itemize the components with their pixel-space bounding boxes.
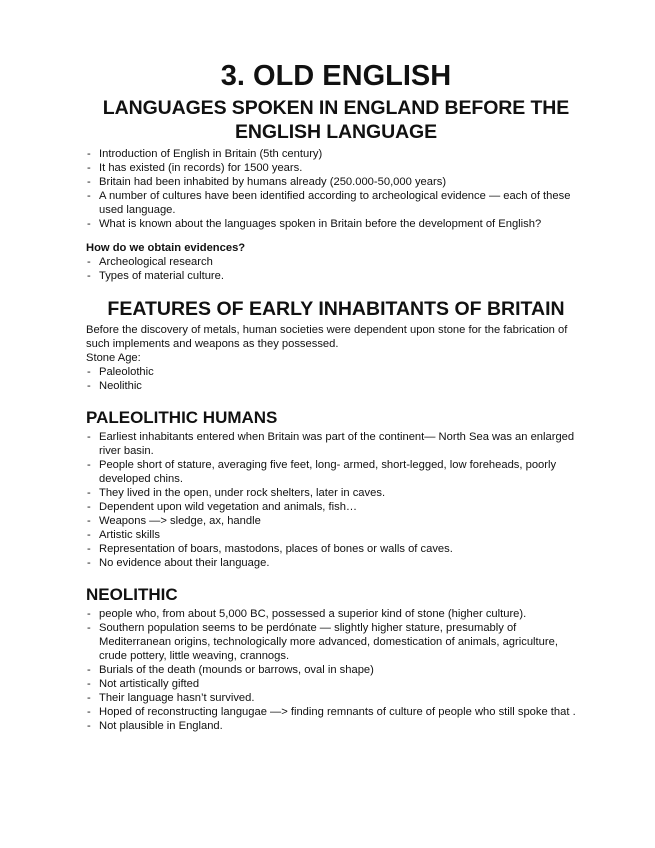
list-item: - No evidence about their language.	[86, 556, 586, 570]
list-item: - Hoped of reconstructing langugae —> finding remnants of culture of people who still spoke that .	[86, 705, 586, 719]
list-item: - Their language hasn’t survived.	[86, 691, 586, 705]
stone-age-label: Stone Age:	[86, 352, 141, 364]
intro-list	[86, 147, 586, 231]
features-heading: FEATURES OF EARLY INHABITANTS OF BRITAIN	[107, 298, 565, 320]
list-item: - Weapons —> sledge, ax, handle	[86, 514, 586, 528]
list-item: - Southern population seems to be perdónate — slightly higher stature, presumably of Mediterranean origins, technologically more advanced, domestication of animals, agriculture, crude pottery, little weaving, crannogs.	[86, 621, 586, 663]
list-item: - Paleolothic	[86, 365, 586, 379]
list-item: - Types of material culture.	[86, 269, 586, 283]
paleolithic-heading: PALEOLITHIC HUMANS	[86, 408, 278, 427]
list-item: - They lived in the open, under rock shelters, later in caves.	[86, 486, 586, 500]
page-subtitle: LANGUAGES SPOKEN IN ENGLAND BEFORE THE ENGLISH LANGUAGE	[102, 97, 570, 143]
document-content	[86, 56, 586, 733]
paleolithic-list	[86, 430, 586, 570]
list-item: - Not plausible in England.	[86, 719, 586, 733]
list-item: - A number of cultures have been identified according to archeological evidence — each of these used language.	[86, 189, 586, 217]
list-item: - Burials of the death (mounds or barrows, oval in shape)	[86, 663, 586, 677]
list-item: - Neolithic	[86, 379, 586, 393]
list-item: - Britain had been inhabited by humans already (250.000-50,000 years)	[86, 175, 586, 189]
list-item: - Introduction of English in Britain (5th century)	[86, 147, 586, 161]
list-item: - What is known about the languages spoken in Britain before the development of English?	[86, 217, 586, 231]
list-item: - Artistic skills	[86, 528, 586, 542]
features-paragraph: Before the discovery of metals, human societies were dependent upon stone for the fabrication of such implements and weapons as they possessed.	[86, 324, 568, 350]
list-item: - Representation of boars, mastodons, places of bones or walls of caves.	[86, 542, 586, 556]
neolithic-list	[86, 607, 586, 733]
list-item: - Not artistically gifted	[86, 677, 586, 691]
evidence-list	[86, 255, 586, 283]
list-item: - Dependent upon wild vegetation and animals, fish…	[86, 500, 586, 514]
neolithic-heading: NEOLITHIC	[86, 585, 178, 604]
stone-age-list	[86, 365, 586, 393]
page-title: 3. OLD ENGLISH	[220, 60, 452, 92]
list-item: - Earliest inhabitants entered when Britain was part of the continent— North Sea was an enlarged river basin.	[86, 430, 586, 458]
list-item: - people who, from about 5,000 BC, possessed a superior kind of stone (higher culture).	[86, 607, 586, 621]
list-item: - Archeological research	[86, 255, 586, 269]
evidence-heading: How do we obtain evidences?	[86, 242, 246, 254]
list-item: - It has existed (in records) for 1500 years.	[86, 161, 586, 175]
list-item: - People short of stature, averaging five feet, long- armed, short-legged, low foreheads, poorly developed chins.	[86, 458, 586, 486]
